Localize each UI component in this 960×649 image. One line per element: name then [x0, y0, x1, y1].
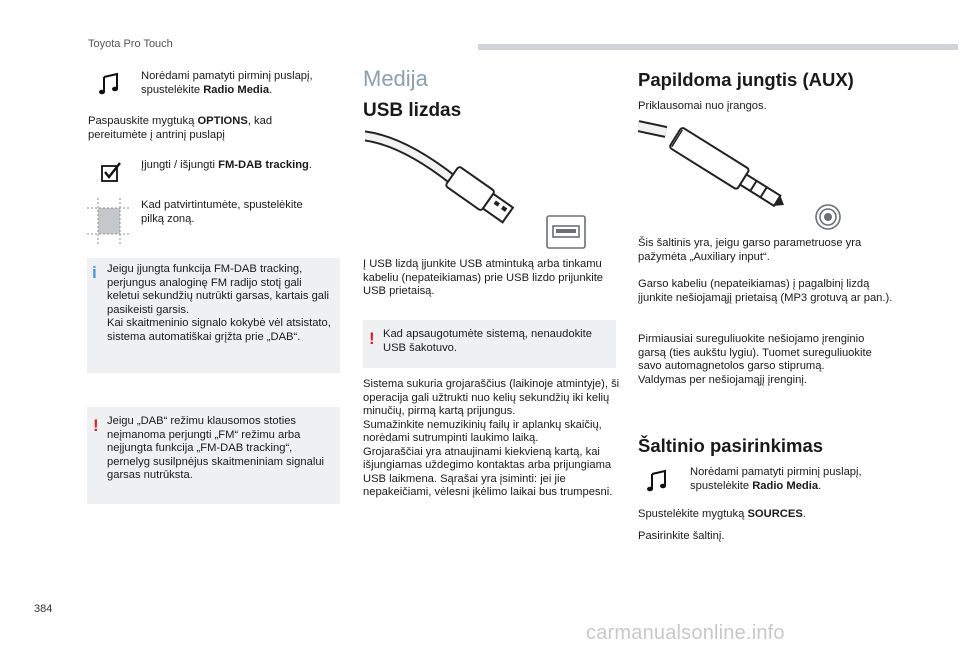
- warning-marker: !: [93, 416, 99, 435]
- warning-note-dab-text: Jeigu „DAB“ režimu klausomos stoties neįmanoma perjungti „FM“ režimu arba neįjungta funkcija „FM-DAB tracking“, pernelyg susilpnėjus skaitmeniniam signalui garsas nutrūksta.: [107, 415, 325, 481]
- page-number: 384: [34, 603, 53, 615]
- info-marker: i: [92, 263, 97, 282]
- grid-zone-icon: [87, 198, 131, 244]
- aux-paragraph-2: Šis šaltinis yra, jeigu garso parametruose yra pažymėta „Auxiliary input“.: [638, 237, 862, 263]
- usb-paragraph-1: Į USB lizdą įjunkite USB atmintuką arba tinkamu kabeliu (nepateikiamas) prie USB lizdo prijunkite USB prietaisą.: [363, 258, 604, 297]
- usb-port-icon: [546, 215, 586, 249]
- aux-paragraph-3: Garso kabeliu (nepateikiamas) į pagalbinį lizdą įjunkite nešiojamąjį prietaisą (MP3 grotuvą ar pan.).: [638, 278, 893, 304]
- aux-paragraph-1: Priklausomai nuo įrangos.: [638, 100, 767, 112]
- info-note: [87, 258, 340, 373]
- source-paragraph-3: Pasirinkite šaltinį.: [638, 530, 725, 542]
- aux-heading: Papildoma jungtis (AUX): [638, 69, 854, 90]
- aux-paragraph-4: Pirmiausiai sureguliuokite nešiojamo įrenginio garsą (ties aukštu lygiu). Tuomet sureguliuokite savo automagnetolos garso stiprumą. Valdymas per nešiojamąjį įrenginį.: [638, 333, 872, 386]
- music-note-icon: [97, 70, 123, 96]
- music-note-icon: [645, 467, 671, 493]
- section-title: Medija: [363, 66, 428, 91]
- usb-heading: USB lizdas: [363, 100, 462, 121]
- usb-plug-icon: [365, 130, 535, 230]
- col1-paragraph-4: Kad patvirtintumėte, spustelėkite pilką zoną.: [141, 199, 303, 225]
- warning-note-usb-text: Kad apsaugotumėte sistemą, nenaudokite USB šakotuvo.: [383, 328, 592, 354]
- warning-note-usb: [363, 320, 616, 368]
- source-selection-heading: Šaltinio pasirinkimas: [638, 435, 824, 456]
- source-paragraph-2: Spustelėkite mygtuką SOURCES.: [638, 508, 806, 520]
- warning-note-dab: [87, 407, 340, 504]
- radio-media-label: Radio Media: [752, 479, 819, 492]
- col1-paragraph-2: Paspauskite mygtuką OPTIONS, kad pereitumėte į antrinį puslapį: [88, 115, 273, 141]
- checkbox-icon: [99, 160, 123, 184]
- header-bar: [478, 44, 958, 50]
- warning-marker: !: [369, 329, 375, 348]
- usb-paragraph-2: Sistema sukuria grojaraščius (laikinoje atmintyje), ši operacija gali užtrukti nuo kelių sekundžių iki kelių minučių, pirmą kartą prijungus. Sumažinkite nemuzikinių failų ir aplankų skaičių, norėdami sutrumpinti laukimo laiką. Grojaraščiai yra atnaujinami kiekvieną kartą, kai išjungiamas uždegimo kontaktas arba prijungiama USB laikmena. Sąrašai yra įsiminti: jei jie nepakeičiami, vėlesni įkėlimo laikai bus trumpesni.: [363, 378, 620, 498]
- source-paragraph-1: Norėdami pamatyti pirminį puslapį, spustelėkite Radio Media.: [690, 466, 862, 492]
- radio-media-label: Radio Media: [203, 83, 270, 96]
- aux-socket-icon: [814, 203, 842, 231]
- running-header: Toyota Pro Touch: [88, 38, 173, 50]
- watermark: carmanualsonline.info: [586, 622, 785, 644]
- options-label: OPTIONS: [197, 115, 248, 127]
- col1-paragraph-3: Įjungti / išjungti FM-DAB tracking.: [141, 159, 312, 171]
- sources-label: SOURCES: [747, 508, 803, 520]
- fm-dab-tracking-label: FM-DAB tracking: [218, 159, 309, 171]
- col1-paragraph-1: Norėdami pamatyti pirminį puslapį, spustelėkite Radio Media.: [141, 70, 313, 96]
- jack-plug-icon: [638, 120, 818, 218]
- info-note-text: Jeigu įjungta funkcija FM-DAB tracking, perjungus analoginę FM radijo stotį gali keletui sekundžių nutrūkti garsas, kartais gali pasikeisti garsis. Kai skaitmeninio signalo kokybė vėl atsistato, sistema automatiškai grįžta prie „DAB“.: [107, 263, 331, 343]
